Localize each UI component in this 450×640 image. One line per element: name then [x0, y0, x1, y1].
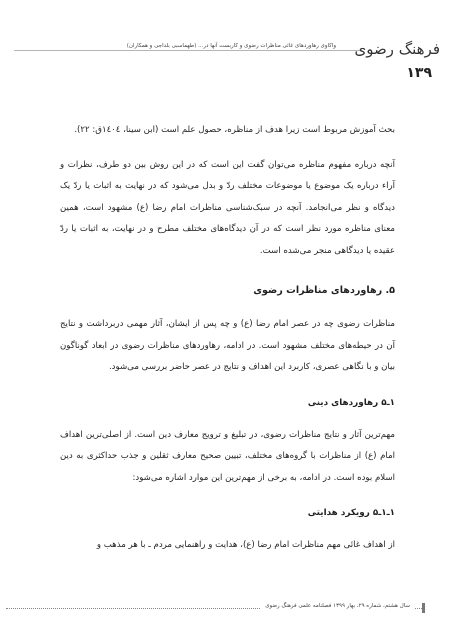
paragraph-5: از اهداف غائی مهم مناظرات امام رضا (ع)، هدایت و راهنمایی مردم ـ با هر مذهب و: [96, 540, 395, 550]
page-number: ۱۳۹: [406, 65, 432, 81]
section-heading-5-1: ۱ـ۵ رهاوردهای دینی: [307, 397, 395, 408]
paragraph-3: مناظرات رضوی چه در عصر امام رضا (ع) و چه پس از ایشان، آثار مهمی دربرداشت و نتایج آن در حیطه‌های مختلف مشهود است. در ادامه، رهاوردهای مناظرات رضوی در ابعاد گوناگون بیان و با نگاهی عصری، کاربرد این اهداف و نتایج در عصر حاضر بررسی می‌شود.: [60, 319, 395, 372]
page-footer: [6, 603, 444, 615]
section-heading-5-1-1: ۱ـ۱ـ۵ رویکرد هدایتی: [307, 508, 395, 518]
page-header: [14, 40, 440, 60]
paragraph-4: مهم‌ترین آثار و نتایج مناظرات رضوی، در تبلیغ و ترویج معارف دین است. از اصلی‌ترین اهداف امام (ع) از مناظرات با گروه‌های مختلف، تبیین صحیح معارف ثقلین و جذب حداکثری به دین اسلام بوده است. در ادامه، به برخی از مهم‌ترین این موارد اشاره می‌شود:: [60, 429, 395, 483]
paragraph-1: بحث آموزش مربوط است زیرا هدف از مناظره، حصول علم است (ابن سینا، ۱٤۰٤ق: ۲۲).: [74, 125, 395, 135]
footer-text: سال هشتم، شماره ۲۹، بهار ۱۳۹۹ فصلنامه علمی فرهنگ رضوی: [261, 603, 414, 609]
journal-logo: فرهنگ رضوی: [354, 40, 440, 58]
paragraph-2: آنچه درباره مفهوم مناظره می‌توان گفت این است که در این روش بین دو طرف، نظرات و آراء درباره یک موضوع یا موضوعات مختلف ردّ و بدل می‌شود که در نهایت به اثبات یا ردّ یک دیدگاه و نظر می‌انجامد. آنچه در سبک‌شناسی مناظرات امام رضا (ع) مشهود است، همین معنای مناظره مورد نظر است که در آن دیدگاه‌های مختلف مطرح و در نهایت، به اثبات یا ردّ عقیده یا دیدگاهی منجر می‌شده است.: [60, 159, 395, 256]
header-rule: [14, 50, 360, 51]
section-heading-5: ۵. رهاوردهای مناظرات رضوی: [253, 285, 395, 296]
article-body: [60, 120, 395, 557]
footer-mark: [422, 603, 444, 613]
running-title: واکاوی رهاوردهای غائی مناظرات رضوی و کاربست آنها در... (طهماسبی بلداجی و همکاران): [123, 43, 340, 49]
